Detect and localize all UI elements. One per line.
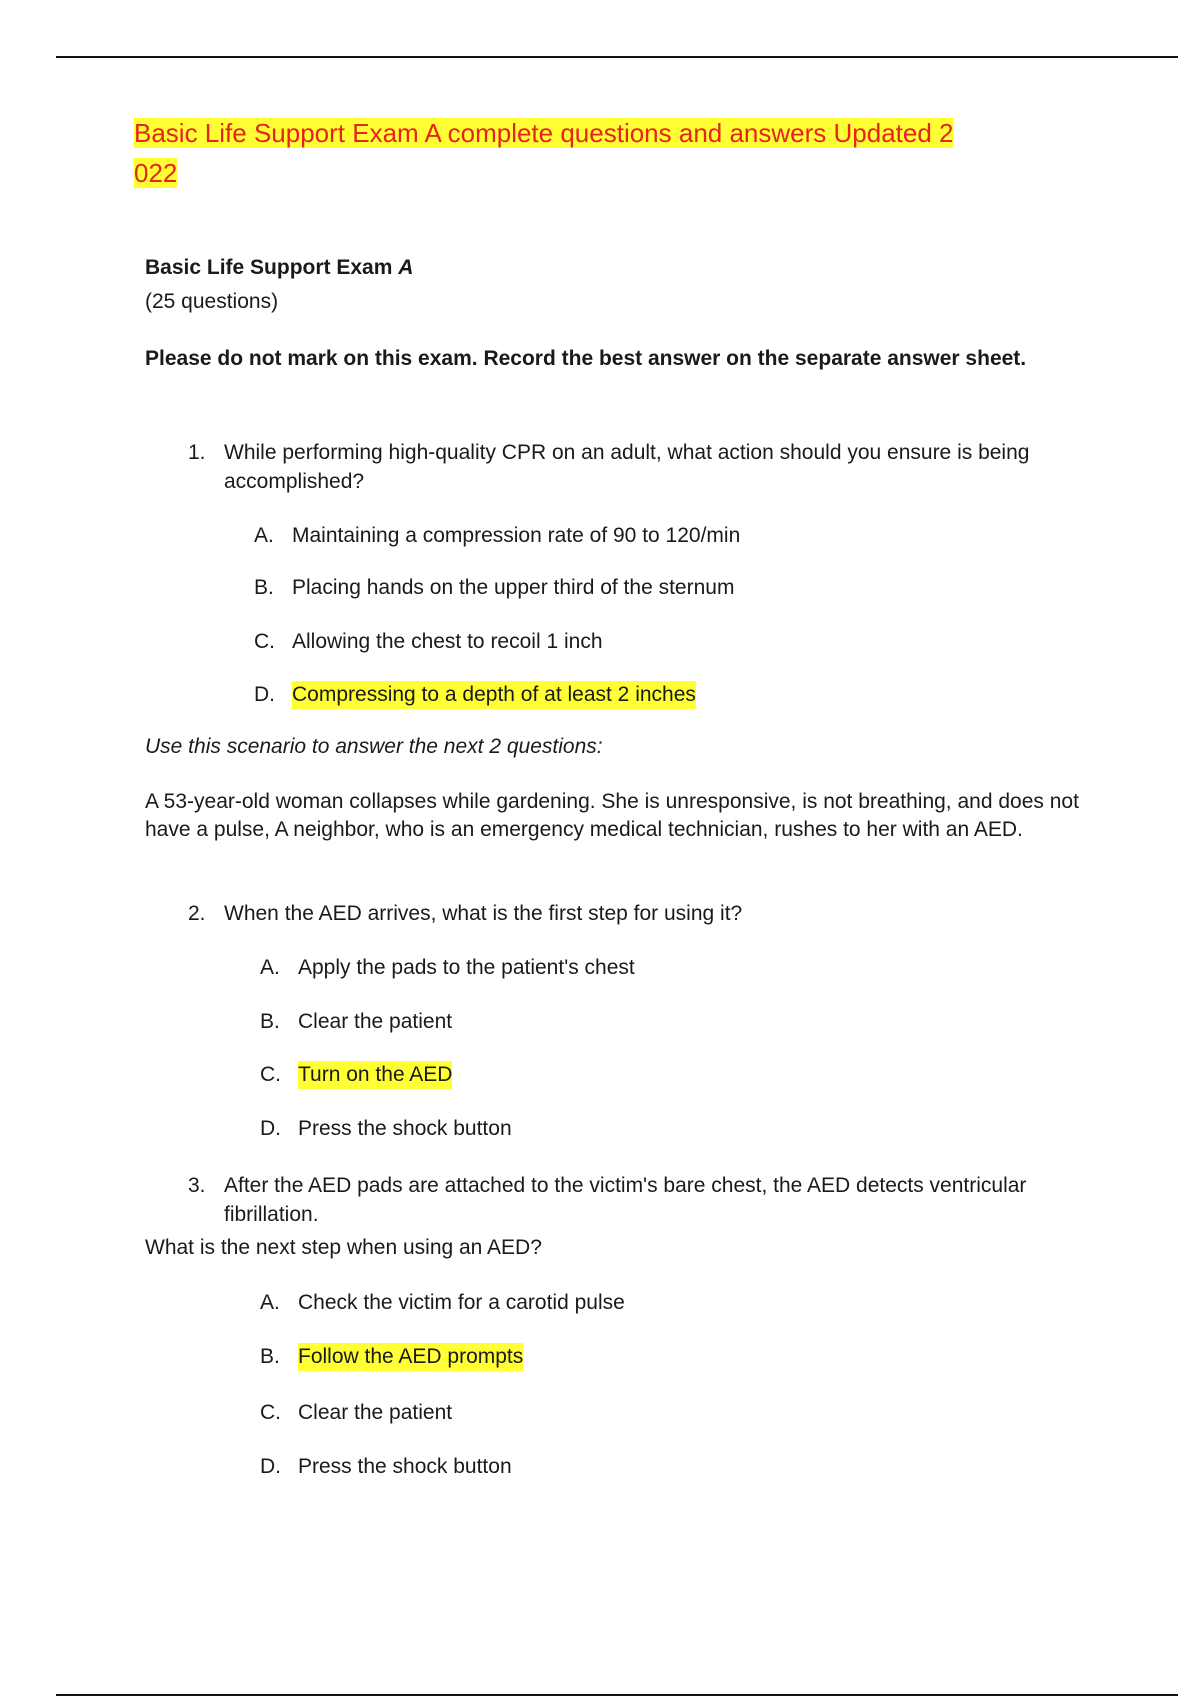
exam-heading xyxy=(145,254,413,282)
question-1 xyxy=(188,438,1088,496)
option-text-highlighted-answer: Compressing to a depth of at least 2 inches xyxy=(292,681,696,709)
option-text: Check the victim for a carotid pulse xyxy=(298,1291,625,1314)
option-letter: A. xyxy=(260,956,280,979)
option-letter: A. xyxy=(254,524,274,547)
scenario-text: A 53-year-old woman collapses while gardening. She is unresponsive, is not breathing, and does not have a pulse, A neighbor, who is an emergency medical technician, rushes to her with an AED. xyxy=(145,790,1079,841)
question-2-option-c xyxy=(260,1061,452,1089)
question-text: When the AED arrives, what is the first step for using it? xyxy=(224,902,743,925)
question-count: (25 questions) xyxy=(145,290,279,313)
option-letter: B. xyxy=(254,576,274,599)
header-rule xyxy=(56,56,1178,58)
title-line-1: Basic Life Support Exam A complete questions and answers Updated 2 xyxy=(134,118,954,148)
option-letter: B. xyxy=(260,1010,280,1033)
footer-rule xyxy=(56,1694,1178,1696)
option-text: Clear the patient xyxy=(298,1010,453,1033)
option-letter: C. xyxy=(254,630,275,653)
option-letter: D. xyxy=(260,1455,281,1478)
title-line-2: 022 xyxy=(134,158,178,188)
option-text-highlighted-answer: Follow the AED prompts xyxy=(298,1343,523,1371)
question-3-option-b xyxy=(260,1343,523,1371)
option-text: Allowing the chest to recoil 1 inch xyxy=(292,630,603,653)
option-letter: C. xyxy=(260,1401,281,1424)
question-number: 3. xyxy=(188,1174,206,1197)
question-2-option-a xyxy=(260,954,635,982)
option-letter: B. xyxy=(260,1345,280,1368)
scenario-lead: Use this scenario to answer the next 2 questions: xyxy=(145,735,603,758)
option-text: Press the shock button xyxy=(298,1455,512,1478)
question-number: 1. xyxy=(188,441,206,464)
option-text: Placing hands on the upper third of the sternum xyxy=(292,576,735,599)
question-3-followup: What is the next step when using an AED? xyxy=(145,1236,542,1259)
question-number: 2. xyxy=(188,902,206,925)
question-1-option-c xyxy=(254,628,603,656)
option-letter: D. xyxy=(254,683,275,706)
question-3-option-d xyxy=(260,1453,512,1481)
document-title xyxy=(134,113,964,193)
option-text: Maintaining a compression rate of 90 to 120/min xyxy=(292,524,741,547)
question-3 xyxy=(188,1171,1088,1229)
exam-instruction: Please do not mark on this exam. Record the best answer on the separate answer sheet. xyxy=(145,347,1027,370)
option-text: Press the shock button xyxy=(298,1117,512,1140)
option-text: Apply the pads to the patient's chest xyxy=(298,956,635,979)
question-1-option-d xyxy=(254,681,696,709)
question-2 xyxy=(188,899,1088,928)
exam-letter: A xyxy=(398,256,414,279)
question-text: While performing high-quality CPR on an adult, what action should you ensure is being accomplished? xyxy=(224,441,1030,493)
question-1-option-b xyxy=(254,574,734,602)
question-1-option-a xyxy=(254,522,740,550)
question-3-option-a xyxy=(260,1289,625,1317)
question-text: After the AED pads are attached to the victim's bare chest, the AED detects ventricular fibrillation. xyxy=(224,1174,1027,1226)
question-2-option-d xyxy=(260,1115,512,1143)
exam-name: Basic Life Support Exam xyxy=(145,256,393,279)
question-2-option-b xyxy=(260,1008,452,1036)
option-text: Clear the patient xyxy=(298,1401,453,1424)
option-letter: D. xyxy=(260,1117,281,1140)
question-3-option-c xyxy=(260,1399,452,1427)
option-letter: C. xyxy=(260,1063,281,1086)
option-text-highlighted-answer: Turn on the AED xyxy=(298,1061,452,1089)
option-letter: A. xyxy=(260,1291,280,1314)
